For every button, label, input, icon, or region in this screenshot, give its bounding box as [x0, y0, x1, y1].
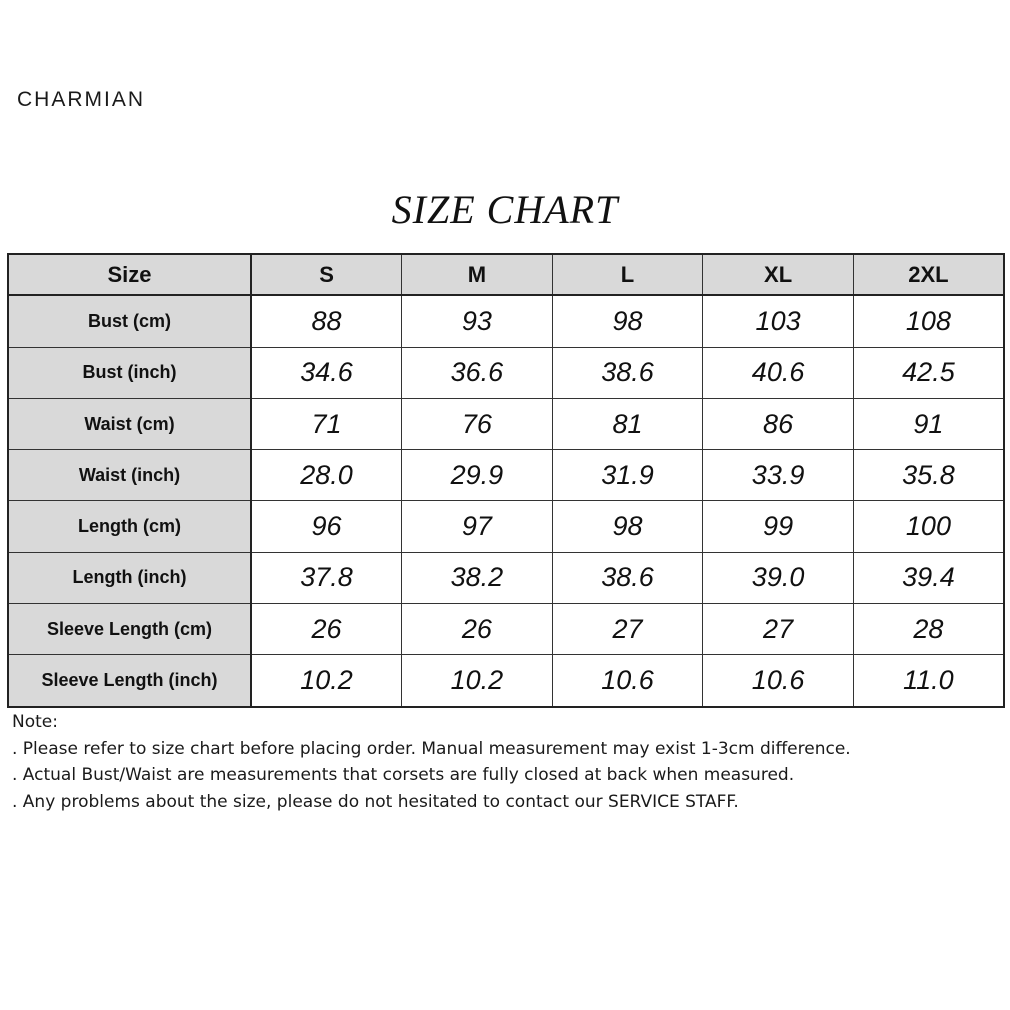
note-line: . Actual Bust/Waist are measurements that corsets are fully closed at back when measured. — [12, 765, 795, 785]
size-column-header: Size — [8, 254, 251, 295]
table-row — [8, 295, 1004, 347]
table-row — [8, 501, 1004, 552]
table-cell: 39.0 — [703, 552, 854, 603]
size-chart-table — [7, 253, 1005, 708]
table-row — [8, 347, 1004, 398]
table-cell: 98 — [552, 501, 703, 552]
table-cell: 27 — [552, 604, 703, 655]
row-label: Length (cm) — [8, 501, 251, 552]
table-cell: 37.8 — [251, 552, 402, 603]
row-label: Waist (inch) — [8, 450, 251, 501]
brand-logo: CHARMIAN — [17, 88, 146, 111]
table-cell: 29.9 — [402, 450, 553, 501]
table-cell: 26 — [402, 604, 553, 655]
table-cell: 38.6 — [552, 552, 703, 603]
row-label: Waist (cm) — [8, 398, 251, 449]
table-cell: 76 — [402, 398, 553, 449]
table-cell: 97 — [402, 501, 553, 552]
size-header-m: M — [402, 254, 553, 295]
table-cell: 91 — [853, 398, 1004, 449]
table-cell: 35.8 — [853, 450, 1004, 501]
table-cell: 10.2 — [251, 655, 402, 707]
row-label: Sleeve Length (inch) — [8, 655, 251, 707]
table-cell: 39.4 — [853, 552, 1004, 603]
table-cell: 103 — [703, 295, 854, 347]
table-cell: 38.6 — [552, 347, 703, 398]
table-cell: 10.6 — [703, 655, 854, 707]
table-cell: 93 — [402, 295, 553, 347]
table-cell: 86 — [703, 398, 854, 449]
size-notes — [12, 709, 851, 815]
table-cell: 34.6 — [251, 347, 402, 398]
size-header-2xl: 2XL — [853, 254, 1004, 295]
size-header-xl: XL — [703, 254, 854, 295]
table-row — [8, 655, 1004, 707]
table-cell: 11.0 — [853, 655, 1004, 707]
table-header-row — [8, 254, 1004, 295]
size-chart-title: SIZE CHART — [391, 187, 619, 232]
note-line: . Please refer to size chart before placing order. Manual measurement may exist 1-3cm difference. — [12, 738, 851, 759]
table-cell: 36.6 — [402, 347, 553, 398]
row-label: Bust (cm) — [8, 295, 251, 347]
table-cell: 38.2 — [402, 552, 553, 603]
table-cell: 33.9 — [703, 450, 854, 501]
table-cell: 71 — [251, 398, 402, 449]
table-cell: 98 — [552, 295, 703, 347]
table-cell: 28.0 — [251, 450, 402, 501]
table-cell: 26 — [251, 604, 402, 655]
note-line: . Any problems about the size, please do not hesitated to contact our SERVICE STAFF. — [12, 791, 739, 812]
table-cell: 100 — [853, 501, 1004, 552]
table-row — [8, 552, 1004, 603]
table-cell: 27 — [703, 604, 854, 655]
notes-heading: Note: — [12, 712, 58, 732]
table-cell: 99 — [703, 501, 854, 552]
size-header-l: L — [552, 254, 703, 295]
table-cell: 108 — [853, 295, 1004, 347]
table-cell: 42.5 — [853, 347, 1004, 398]
table-cell: 81 — [552, 398, 703, 449]
table-cell: 96 — [251, 501, 402, 552]
size-header-s: S — [251, 254, 402, 295]
table-cell: 88 — [251, 295, 402, 347]
table-cell: 31.9 — [552, 450, 703, 501]
table-row — [8, 398, 1004, 449]
row-label: Sleeve Length (cm) — [8, 604, 251, 655]
row-label: Bust (inch) — [8, 347, 251, 398]
table-row — [8, 604, 1004, 655]
table-cell: 10.6 — [552, 655, 703, 707]
table-cell: 28 — [853, 604, 1004, 655]
table-cell: 40.6 — [703, 347, 854, 398]
table-cell: 10.2 — [402, 655, 553, 707]
table-row — [8, 450, 1004, 501]
row-label: Length (inch) — [8, 552, 251, 603]
